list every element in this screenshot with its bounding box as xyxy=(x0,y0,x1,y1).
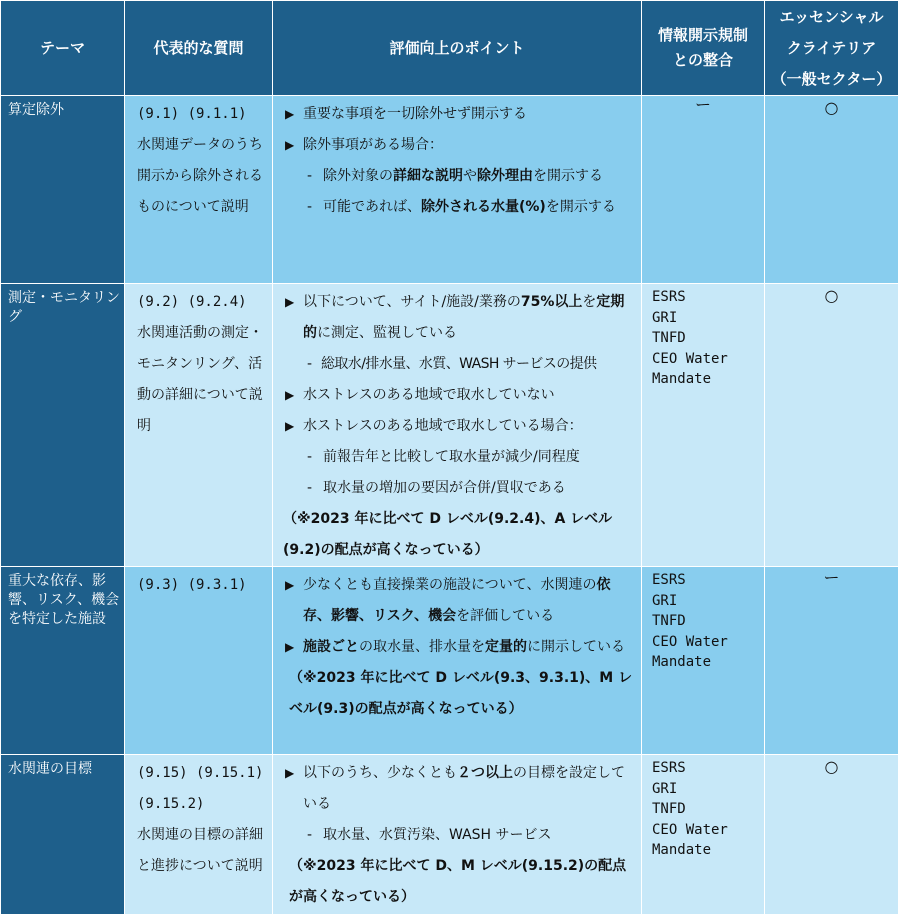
list-item: ▶ 以下のうち、少なくとも２つ以上の目標を設定している xyxy=(283,758,635,820)
bullet-icon: ▶ xyxy=(285,411,294,442)
bullet-icon: ▶ xyxy=(285,570,294,601)
sub-item: - 前報告年と比較して取水量が減少/同程度 xyxy=(283,442,635,473)
list-item: ▶ 重要な事項を一切除外せず開示する xyxy=(283,99,635,130)
table-row xyxy=(1,567,898,755)
header-question: 代表的な質問 xyxy=(125,1,273,96)
criteria-mark: ○ xyxy=(765,755,898,777)
points-cell xyxy=(273,96,642,284)
list-item: ▶ 除外事項がある場合： xyxy=(283,130,635,161)
bullet-icon: ▶ xyxy=(285,130,294,161)
points-cell xyxy=(273,284,642,567)
regulation-cell: ー xyxy=(642,96,765,284)
list-item: ▶ 以下について、サイト/施設/業務の75%以上を定期的に測定、監視している xyxy=(283,287,635,349)
criteria-cell xyxy=(765,96,898,284)
sub-item: - 可能であれば、除外される水量(%)を開示する xyxy=(283,192,635,223)
regulation-cell xyxy=(642,284,765,567)
header-points: 評価向上のポイント xyxy=(273,1,642,96)
dash-icon: - xyxy=(307,820,312,851)
table-row xyxy=(1,284,898,567)
note-text: （※2023 年に比べて D、M レベル(9.15.2)の配点が高くなっている） xyxy=(283,851,635,913)
criteria-cell xyxy=(765,567,898,755)
dash-icon: - xyxy=(307,442,312,473)
note-text: （※2023 年に比べて D レベル(9.2.4)、A レベル(9.2)の配点が高くなっている） xyxy=(283,504,635,566)
theme-cell: 重大な依存、影響、リスク、機会を特定した施設 xyxy=(1,567,125,755)
list-item: ▶ 少なくとも直接操業の施設について、水関連の依存、影響、リスク、機会を評価している xyxy=(283,570,635,632)
bullet-icon: ▶ xyxy=(285,758,294,789)
table-row xyxy=(1,755,898,915)
sub-item: - 取水量の増加の要因が合併/買収である xyxy=(283,473,635,504)
question-cell: (9.2) (9.2.4) 水関連活動の測定・モニタンリング、活動の詳細について説明 xyxy=(125,284,273,567)
list-item: ▶ 水ストレスのある地域で取水している場合： xyxy=(283,411,635,442)
sub-item: - 取水量、水質汚染、WASH サービス xyxy=(283,820,635,851)
header-row xyxy=(1,1,898,96)
note-text: （※2023 年に比べて D レベル(9.3、9.3.1)、M レベル(9.3)の配点が高くなっている） xyxy=(283,663,635,725)
question-cell: (9.3) (9.3.1) xyxy=(125,567,273,755)
dash-icon: - xyxy=(307,473,312,504)
bullet-icon: ▶ xyxy=(285,99,294,130)
list-item: ▶ 水ストレスのある地域で取水していない xyxy=(283,380,635,411)
list-item: ▶ 施設ごとの取水量、排水量を定量的に開示している xyxy=(283,632,635,663)
criteria-cell xyxy=(765,284,898,567)
regulation-list: ESRS GRI TNFD CEO Water Mandate xyxy=(642,567,764,673)
table-row xyxy=(1,96,898,284)
regulation-cell xyxy=(642,755,765,915)
dash-icon: - xyxy=(307,192,312,223)
criteria-mark: ー xyxy=(765,567,898,587)
theme-cell: 算定除外 xyxy=(1,96,125,284)
sub-item: - 除外対象の詳細な説明や除外理由を開示する xyxy=(283,161,635,192)
header-criteria: エッセンシャル クライテリア （一般セクター） xyxy=(765,1,898,96)
bullet-icon: ▶ xyxy=(285,287,294,318)
points-cell xyxy=(273,567,642,755)
bullet-icon: ▶ xyxy=(285,380,294,411)
dash-icon: - xyxy=(307,349,312,380)
criteria-mark: ○ xyxy=(765,284,898,306)
theme-cell: 水関連の目標 xyxy=(1,755,125,915)
theme-cell: 測定・モニタリング xyxy=(1,284,125,567)
dash-icon: - xyxy=(307,161,312,192)
bullet-icon: ▶ xyxy=(285,632,294,663)
question-cell: (9.1) (9.1.1) 水関連データのうち開示から除外されるものについて説明 xyxy=(125,96,273,284)
criteria-mark: ○ xyxy=(765,96,898,118)
regulation-cell xyxy=(642,567,765,755)
criteria-cell xyxy=(765,755,898,915)
points-cell xyxy=(273,755,642,915)
question-cell: (9.15) (9.15.1) (9.15.2) 水関連の目標の詳細と進捗について説明 xyxy=(125,755,273,915)
regulation-list: ESRS GRI TNFD CEO Water Mandate xyxy=(642,284,764,390)
header-theme: テーマ xyxy=(1,1,125,96)
regulation-list: ESRS GRI TNFD CEO Water Mandate xyxy=(642,755,764,861)
header-regulation: 情報開示規制 との整合 xyxy=(642,1,765,96)
sub-item: - 総取水/排水量、水質、WASH サービスの提供 xyxy=(283,349,635,380)
